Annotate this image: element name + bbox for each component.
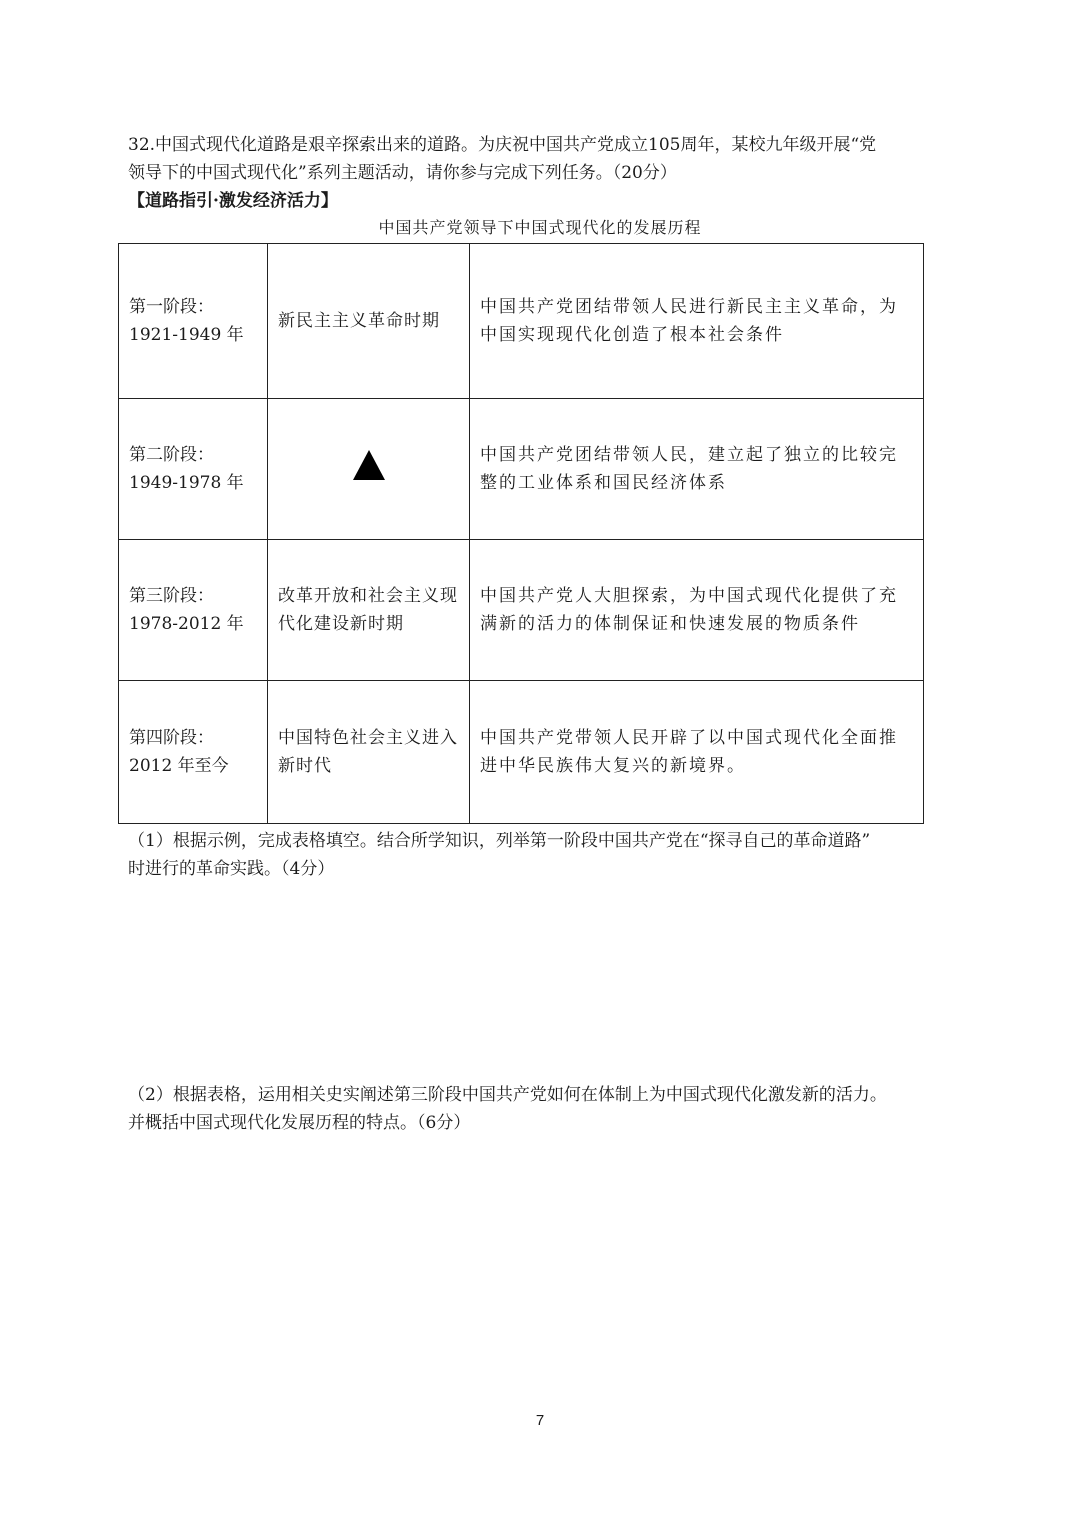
description-cell: 中国共产党带领人民开辟了以中国式现代化全面推进中华民族伟大复兴的新境界。 bbox=[470, 681, 924, 824]
stage-years: 1921-1949 年 bbox=[129, 325, 244, 345]
table-caption: 中国共产党领导下中国式现代化的发展历程 bbox=[378, 218, 702, 237]
sub-question-2-line-2: 并概括中国式现代化发展历程的特点。（6分） bbox=[128, 1113, 471, 1133]
table-row bbox=[119, 540, 924, 681]
stage-cell bbox=[119, 399, 268, 540]
sub-question-1 bbox=[128, 827, 958, 883]
stage-label: 第三阶段： bbox=[129, 586, 214, 606]
stage-years: 1949-1978 年 bbox=[129, 473, 244, 493]
table-row bbox=[119, 244, 924, 399]
page-number: 7 bbox=[535, 1412, 545, 1429]
development-history-table bbox=[118, 243, 924, 824]
section-heading: 【道路指引·激发经济活力】 bbox=[128, 191, 338, 211]
stage-label: 第四阶段： bbox=[129, 728, 214, 748]
sub-question-1-line-1: （1）根据示例，完成表格填空。结合所学知识，列举第一阶段中国共产党在“探寻自己的革命道路” bbox=[128, 831, 871, 851]
sub-question-1-line-2: 时进行的革命实践。（4分） bbox=[128, 859, 335, 879]
description-cell: 中国共产党团结带领人民进行新民主主义革命，为中国实现现代化创造了根本社会条件 bbox=[470, 244, 924, 399]
question-intro bbox=[128, 131, 958, 187]
table-row bbox=[119, 399, 924, 540]
stage-label: 第一阶段： bbox=[129, 297, 214, 317]
period-cell: 新民主主义革命时期 bbox=[268, 244, 470, 399]
period-cell: 改革开放和社会主义现代化建设新时期 bbox=[268, 540, 470, 681]
stage-years: 2012 年至今 bbox=[129, 756, 229, 776]
sub-question-2-line-1: （2）根据表格，运用相关史实阐述第三阶段中国共产党如何在体制上为中国式现代化激发新的活力。 bbox=[128, 1085, 887, 1105]
sub-question-2 bbox=[128, 1081, 958, 1137]
period-cell: 中国特色社会主义进入新时代 bbox=[268, 681, 470, 824]
black-triangle-icon bbox=[353, 450, 385, 480]
description-cell: 中国共产党团结带领人民，建立起了独立的比较完整的工业体系和国民经济体系 bbox=[470, 399, 924, 540]
stage-cell bbox=[119, 244, 268, 399]
stage-label: 第二阶段： bbox=[129, 445, 214, 465]
stage-cell bbox=[119, 540, 268, 681]
question-intro-line-2: 领导下的中国式现代化”系列主题活动，请你参与完成下列任务。（20分） bbox=[128, 163, 677, 183]
question-intro-line-1: 32.中国式现代化道路是艰辛探索出来的道路。为庆祝中国共产党成立105周年，某校九年级开展“党 bbox=[128, 135, 877, 155]
stage-cell bbox=[119, 681, 268, 824]
period-cell-blank bbox=[268, 399, 470, 540]
stage-years: 1978-2012 年 bbox=[129, 614, 244, 634]
table-row bbox=[119, 681, 924, 824]
description-cell: 中国共产党人大胆探索，为中国式现代化提供了充满新的活力的体制保证和快速发展的物质条件 bbox=[470, 540, 924, 681]
